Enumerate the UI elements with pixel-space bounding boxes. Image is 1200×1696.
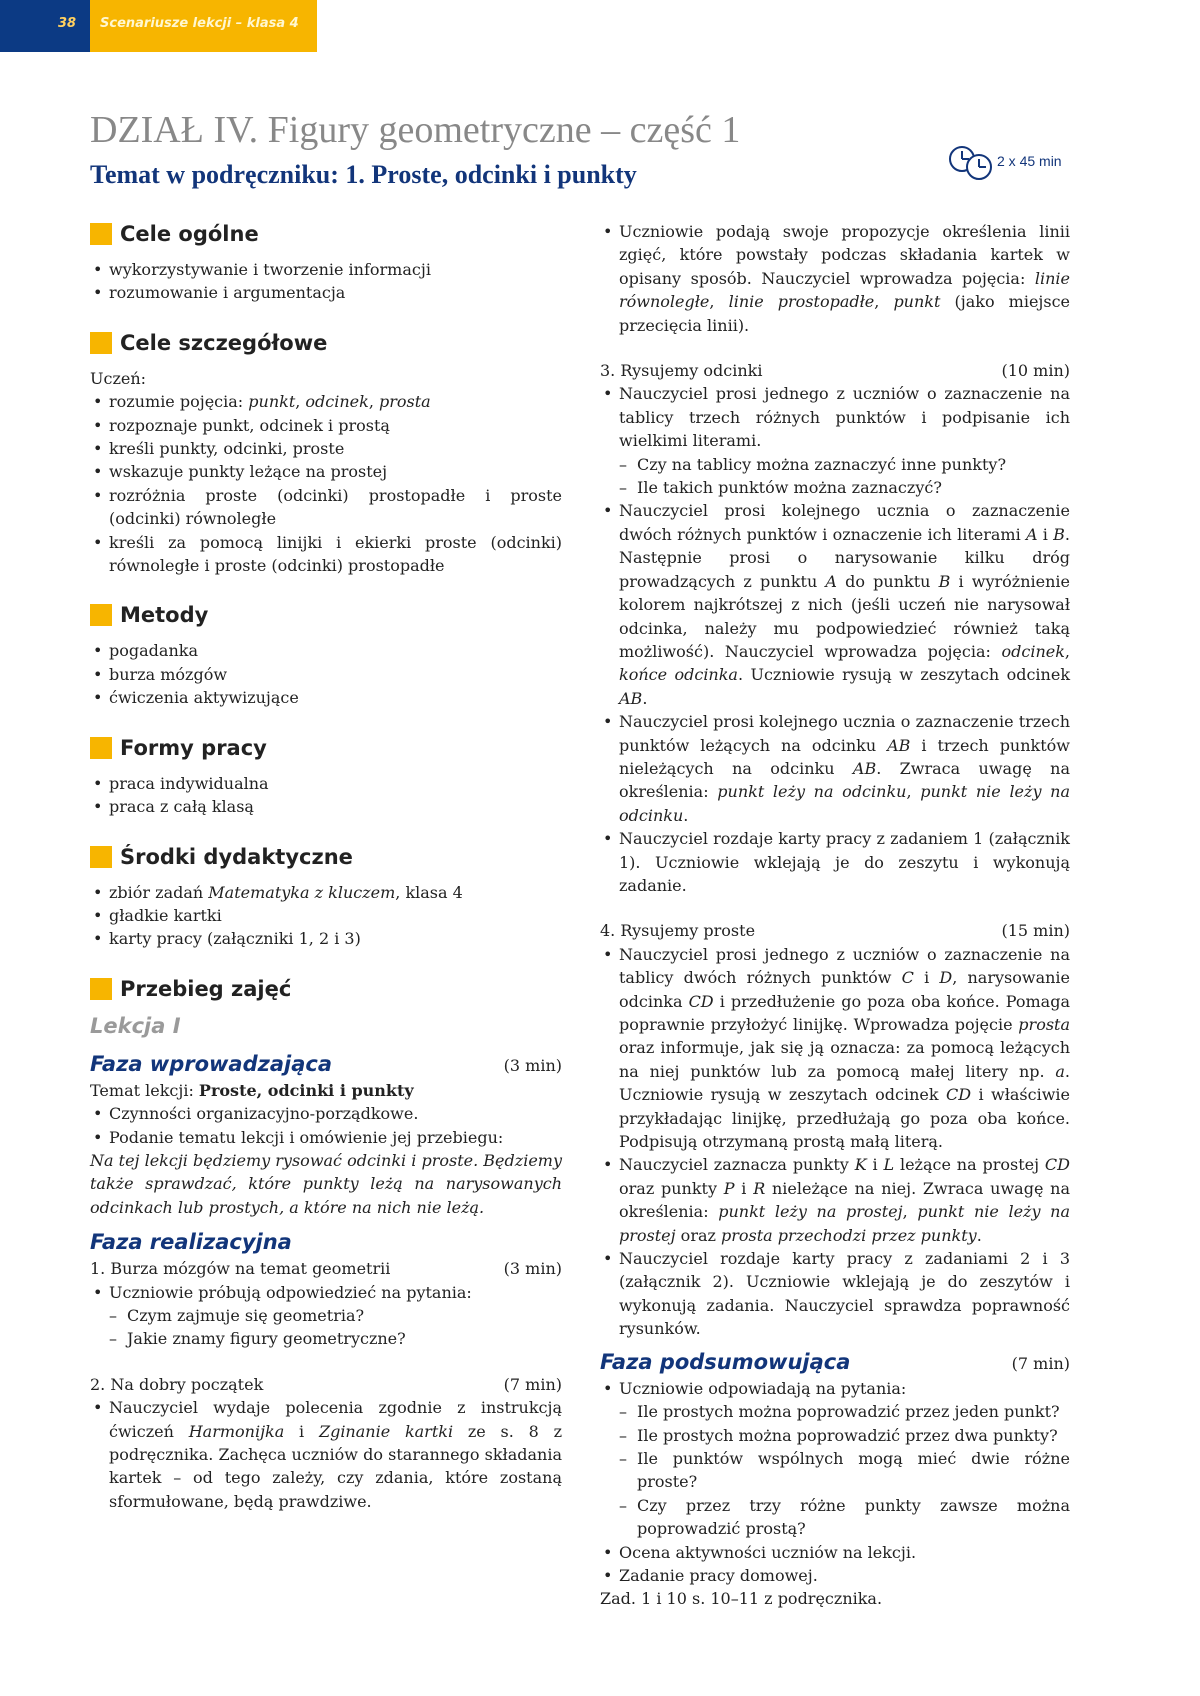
list-item: • praca indywidualna (90, 772, 562, 795)
list-item: • Nauczyciel wydaje polecenia zgodnie z instrukcją ćwiczeń Harmonijka i Zginanie kartki ze s. 8 z podręcznika. Zachęca uczniów do starannego składania kartek – od tego zależy, czy zdania, które zostaną sformułowane, będą prawdziwe. (90, 1396, 562, 1513)
list-item: • karty pracy (załączniki 1, 2 i 3) (90, 927, 562, 950)
list-item: • Nauczyciel zaznacza punkty K i L leżące na prostej CD oraz punkty P i R nieleżące na niej. Zwraca uwagę na określenia: punkt leży na prostej, punkt nie leży na prostej oraz prosta przechodzi przez punkty. (600, 1153, 1070, 1247)
phase-time: (7 min) (1011, 1353, 1070, 1373)
section-marker (90, 846, 112, 868)
running-header (90, 0, 317, 52)
list-step1 (90, 1281, 562, 1304)
section-marker (90, 978, 112, 1000)
question-item: – Ile prostych można poprowadzić przez jeden punkt? (600, 1400, 1070, 1423)
list-item: • Nauczyciel rozdaje karty pracy z zadaniem 1 (załącznik 1). Uczniowie wklejają je do zeszytu i wykonują zadanie. (600, 827, 1070, 897)
chapter-title: DZIAŁ IV. Figury geometryczne – część 1 (90, 109, 741, 151)
section-marker (90, 332, 112, 354)
page-number: 38 (58, 16, 77, 31)
clock-icon (947, 142, 995, 182)
list-step3 (600, 382, 1070, 452)
list-podsumowujaca-more (600, 1541, 1070, 1588)
lesson-label: Lekcja I (90, 1013, 181, 1038)
question-item: – Ile punktów wspólnych mogą mieć dwie różne proste? (600, 1447, 1070, 1494)
phase-title: Faza wprowadzająca (90, 1051, 333, 1076)
duration-label: 2 x 45 min (997, 153, 1062, 169)
phase-header (90, 1049, 562, 1079)
section-srodki: Środki dydaktyczne (90, 843, 562, 871)
list-item: • rozumowanie i argumentacja (90, 281, 562, 304)
list-item: • Nauczyciel prosi kolejnego ucznia o zaznaczenie trzech punktów leżących na odcinku AB i trzech punktów nieleżących na odcinku AB. Zwraca uwagę na określenia: punkt leży na odcinku, punkt nie leży na odcinku. (600, 710, 1070, 827)
question-item: – Jakie znamy figury geometryczne? (90, 1327, 562, 1350)
homework-text: Zad. 1 i 10 s. 10–11 z podręcznika. (600, 1589, 883, 1609)
section-metody: Metody (90, 601, 562, 629)
list-item: • praca z całą klasą (90, 795, 562, 818)
running-title: Scenariusze lekcji – klasa 4 (100, 16, 299, 31)
question-item: – Czy przez trzy różne punkty zawsze można poprowadzić prostą? (600, 1494, 1070, 1541)
section-przebieg: Przebieg zajęć (90, 975, 562, 1003)
list-cele-ogolne (90, 258, 562, 305)
step-time: (10 min) (1001, 361, 1070, 381)
list-item: • rozumie pojęcia: punkt, odcinek, prosta (90, 390, 562, 413)
section-cele-szczegolowe: Cele szczegółowe (90, 329, 562, 357)
list-item: • zbiór zadań Matematyka z kluczem, klasa 4 (90, 881, 562, 904)
list-srodki (90, 881, 562, 951)
list-wprowadzajaca (90, 1102, 562, 1149)
list-step2 (90, 1396, 562, 1513)
step-time: (7 min) (503, 1374, 562, 1394)
section-marker (90, 223, 112, 245)
question-list (90, 1304, 562, 1351)
list-item: • Zadanie pracy domowej. (600, 1564, 1070, 1587)
section-formy-pracy: Formy pracy (90, 734, 562, 762)
question-item: – Czy na tablicy można zaznaczyć inne punkty? (600, 453, 1070, 476)
step-header (90, 1373, 562, 1396)
step-title: 1. Burza mózgów na temat geometrii (90, 1259, 391, 1279)
list-item: • Nauczyciel prosi jednego z uczniów o zaznaczenie na tablicy dwóch różnych punktów C i D, narysowanie odcinka CD i przedłużenie go poza oba końce. Pomaga poprawnie przyłożyć linijkę. Wprowadza pojęcie prosta oraz informuje, jak się ją oznacza: za pomocą leżących na niej punktów lub za pomocą małej litery np. a. Uczniowie rysują w zeszytach odcinek CD i właściwie przykładając linijkę, przedłużają go poza oba końce. Podpisują otrzymaną prostą małą literą. (600, 943, 1070, 1154)
step-time: (3 min) (503, 1259, 562, 1279)
list-item: • rozpoznaje punkt, odcinek i prostą (90, 414, 562, 437)
list-item: • Uczniowie próbują odpowiedzieć na pytania: (90, 1281, 562, 1304)
phase-title: Faza realizacyjna (90, 1230, 292, 1255)
list-item: • rozróżnia proste (odcinki) prostopadłe i proste (odcinki) równoległe (90, 484, 562, 531)
list-item: • Nauczyciel prosi kolejnego ucznia o zaznaczenie dwóch różnych punktów i oznaczenie ich literami A i B. Następnie prosi o narysowanie kilku dróg prowadzących z punktu A do punktu B i wyróżnienie kolorem najkrótszej z nich (jeśli uczeń nie narysował odcinka, należy mu podpowiedzieć również taką możliwość). Nauczyciel wprowadza pojęcia: odcinek, końce odcinka. Uczniowie rysują w zeszytach odcinek AB. (600, 499, 1070, 710)
step-header (90, 1257, 562, 1280)
list-item: • kreśli punkty, odcinki, proste (90, 437, 562, 460)
list-item: • pogadanka (90, 639, 562, 662)
question-item: – Czym zajmuje się geometria? (90, 1304, 562, 1327)
section-marker (90, 737, 112, 759)
step-time: (15 min) (1001, 921, 1070, 941)
step-header (600, 919, 1070, 942)
teacher-quote: Na tej lekcji będziemy rysować odcinki i proste. Będziemy także sprawdzać, które punkty leżą na narysowanych odcinkach lub prostych, a które na nich nie leżą. (90, 1150, 562, 1217)
section-marker (90, 604, 112, 626)
list-item: • Uczniowie podają swoje propozycje określenia linii zgięć, które powstały podczas składania kartek w opisany sposób. Nauczyciel wprowadza pojęcia: linie równoległe, linie prostopadłe, punkt (jako miejsce przecięcia linii). (600, 220, 1070, 337)
question-item: – Ile prostych można poprowadzić przez dwa punkty? (600, 1424, 1070, 1447)
intro-text: Uczeń: (90, 368, 147, 388)
question-list (600, 453, 1070, 500)
list-step4 (600, 943, 1070, 1341)
list-item: • Czynności organizacyjno-porządkowe. (90, 1102, 562, 1125)
step-title: 4. Rysujemy proste (600, 921, 756, 941)
list-continued (600, 220, 1070, 337)
list-item: • wykorzystywanie i tworzenie informacji (90, 258, 562, 281)
list-formy-pracy (90, 772, 562, 819)
phase-title: Faza podsumowująca (600, 1349, 851, 1374)
list-item: • Nauczyciel rozdaje karty pracy z zadaniami 2 i 3 (załącznik 2). Uczniowie wklejają je do zeszytów i wykonują zadania. Nauczyciel sprawdza poprawność rysunków. (600, 1247, 1070, 1341)
list-item: • ćwiczenia aktywizujące (90, 686, 562, 709)
list-cele-szczegolowe (90, 390, 562, 577)
list-item: • Uczniowie odpowiadają na pytania: (600, 1377, 1070, 1400)
list-item: • Ocena aktywności uczniów na lekcji. (600, 1541, 1070, 1564)
list-item: • kreśli za pomocą linijki i ekierki proste (odcinki) równoległe i proste (odcinki) prostopadłe (90, 531, 562, 578)
question-list (600, 1400, 1070, 1540)
section-cele-ogolne: Cele ogólne (90, 220, 562, 248)
page-number-block (0, 0, 90, 52)
topic-subtitle: Temat w podręczniku: 1. Proste, odcinki i punkty (90, 160, 637, 189)
phase-header (90, 1227, 562, 1257)
phase-header (600, 1347, 1070, 1377)
right-column (600, 220, 1070, 1611)
list-step3-more (600, 499, 1070, 897)
left-column (90, 220, 562, 1513)
phase-time: (3 min) (503, 1055, 562, 1075)
list-item: • Nauczyciel prosi jednego z uczniów o zaznaczenie na tablicy trzech różnych punktów i podpisanie ich wielkimi literami. (600, 382, 1070, 452)
list-item: • gładkie kartki (90, 904, 562, 927)
list-item: • burza mózgów (90, 663, 562, 686)
list-item: • Podanie tematu lekcji i omówienie jej przebiegu: (90, 1126, 562, 1149)
list-metody (90, 639, 562, 709)
list-item: • wskazuje punkty leżące na prostej (90, 460, 562, 483)
step-header (600, 359, 1070, 382)
step-title: 3. Rysujemy odcinki (600, 361, 763, 381)
question-item: – Ile takich punktów można zaznaczyć? (600, 476, 1070, 499)
list-podsumowujaca (600, 1377, 1070, 1400)
lesson-topic: Temat lekcji: Proste, odcinki i punkty (90, 1080, 414, 1100)
step-title: 2. Na dobry początek (90, 1374, 264, 1394)
